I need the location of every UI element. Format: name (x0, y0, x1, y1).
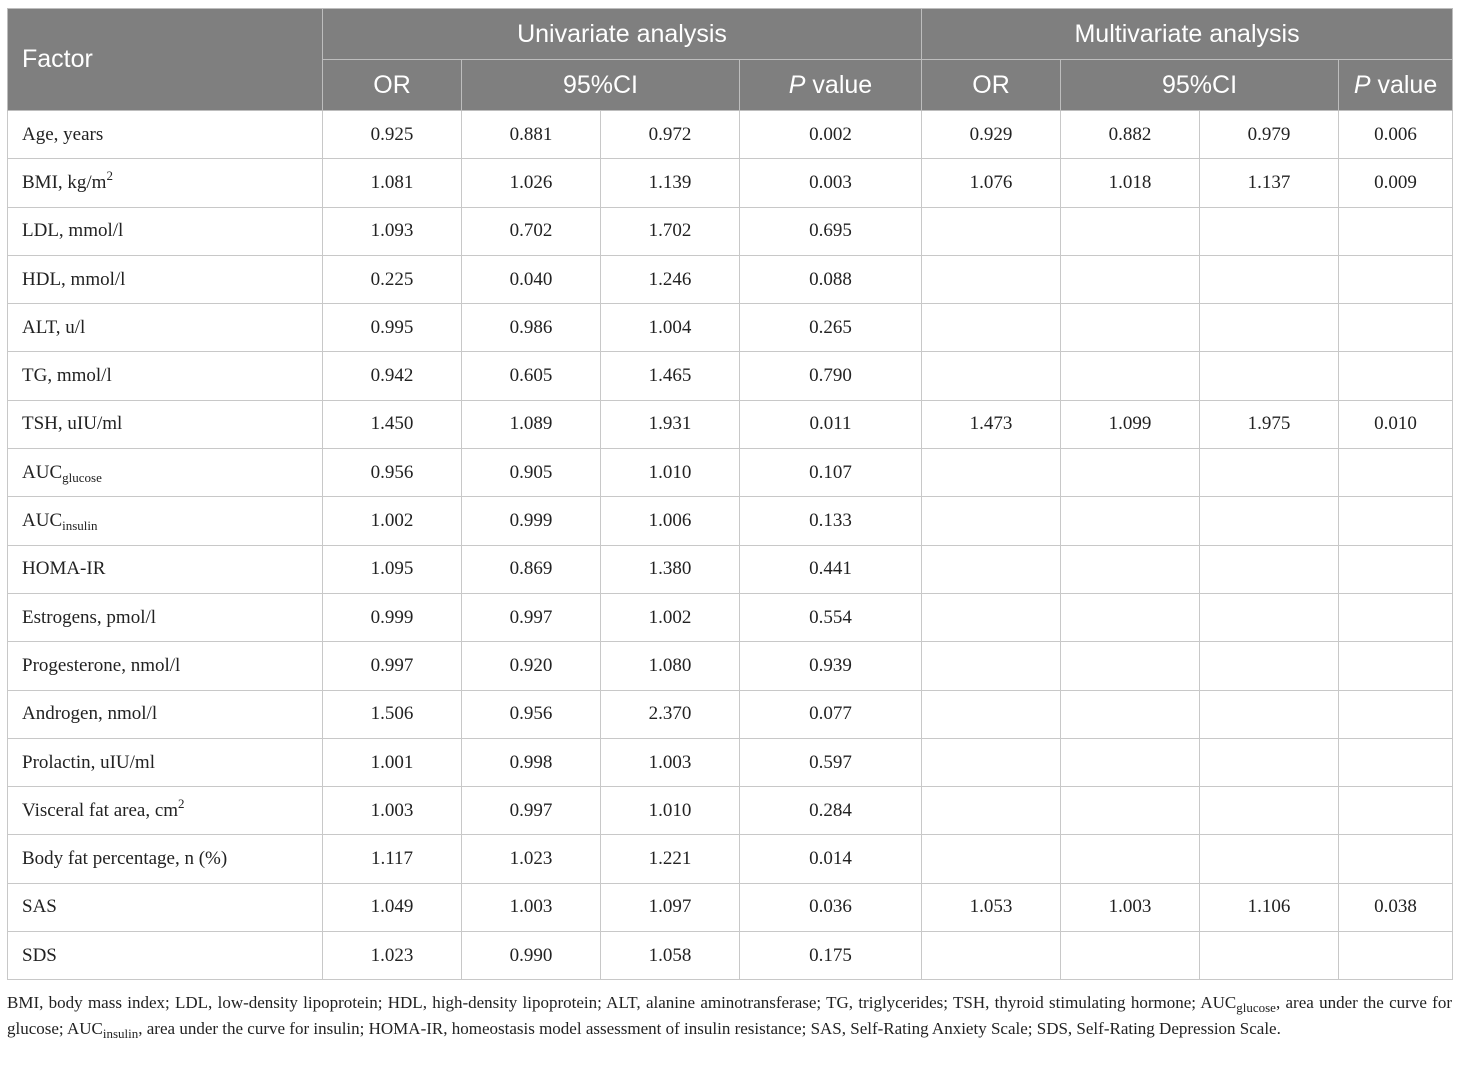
univariate-ci-upper-cell: 1.058 (601, 932, 740, 980)
univariate-p-value-cell: 0.265 (740, 304, 922, 352)
multivariate-ci-lower-cell (1061, 207, 1200, 255)
multivariate-or-cell (922, 932, 1061, 980)
table-body (8, 111, 1453, 980)
multivariate-ci-lower-cell (1061, 352, 1200, 400)
factor-cell: Prolactin, uIU/ml (8, 738, 323, 786)
factor-header: Factor (8, 9, 323, 111)
univariate-ci-upper-cell: 1.380 (601, 545, 740, 593)
univariate-ci-upper-cell: 1.702 (601, 207, 740, 255)
multivariate-ci-lower-cell: 1.018 (1061, 159, 1200, 207)
multivariate-p-value-cell: 0.009 (1339, 159, 1453, 207)
univariate-p-value-cell: 0.107 (740, 449, 922, 497)
univariate-ci-lower-cell: 0.920 (462, 642, 601, 690)
univariate-or-cell: 0.999 (323, 593, 462, 641)
multivariate-ci-header: 95%CI (1061, 60, 1339, 111)
multivariate-ci-lower-cell: 1.003 (1061, 883, 1200, 931)
univariate-or-cell: 0.956 (323, 449, 462, 497)
univariate-p-value-cell: 0.695 (740, 207, 922, 255)
multivariate-p-value-cell (1339, 255, 1453, 303)
multivariate-or-header: OR (922, 60, 1061, 111)
multivariate-ci-upper-cell (1200, 255, 1339, 303)
factor-cell: Estrogens, pmol/l (8, 593, 323, 641)
univariate-ci-upper-cell: 1.465 (601, 352, 740, 400)
multivariate-p-value-cell (1339, 497, 1453, 545)
table-row (8, 738, 1453, 786)
multivariate-ci-upper-cell (1200, 642, 1339, 690)
univariate-ci-upper-cell: 0.972 (601, 111, 740, 159)
univariate-p-value-cell: 0.939 (740, 642, 922, 690)
factor-cell: HOMA-IR (8, 545, 323, 593)
multivariate-p-value-cell (1339, 593, 1453, 641)
univariate-ci-lower-cell: 1.023 (462, 835, 601, 883)
multivariate-ci-lower-cell (1061, 787, 1200, 835)
univariate-ci-upper-cell: 1.931 (601, 400, 740, 448)
univariate-or-cell: 1.450 (323, 400, 462, 448)
multivariate-or-cell (922, 304, 1061, 352)
factor-cell: SAS (8, 883, 323, 931)
factor-cell: TG, mmol/l (8, 352, 323, 400)
multivariate-or-cell (922, 255, 1061, 303)
table-row (8, 400, 1453, 448)
univariate-or-cell: 1.095 (323, 545, 462, 593)
factor-cell: Age, years (8, 111, 323, 159)
multivariate-p-value-cell: 0.010 (1339, 400, 1453, 448)
factor-cell: Visceral fat area, $cm^2$ (8, 787, 323, 835)
multivariate-p-value-cell: 0.006 (1339, 111, 1453, 159)
factor-cell: Body fat percentage, n (%) (8, 835, 323, 883)
univariate-ci-upper-cell: 2.370 (601, 690, 740, 738)
univariate-ci-lower-cell: 0.869 (462, 545, 601, 593)
multivariate-p-header: P value (1339, 60, 1453, 111)
factor-cell: ALT, u/l (8, 304, 323, 352)
multivariate-p-value-cell (1339, 738, 1453, 786)
table-row (8, 883, 1453, 931)
multivariate-ci-upper-cell (1200, 304, 1339, 352)
multivariate-ci-upper-cell (1200, 738, 1339, 786)
univariate-or-cell: 1.002 (323, 497, 462, 545)
univariate-p-value-cell: 0.441 (740, 545, 922, 593)
univariate-p-value-cell: 0.554 (740, 593, 922, 641)
multivariate-ci-lower-cell (1061, 497, 1200, 545)
univariate-or-cell: 1.049 (323, 883, 462, 931)
factor-cell: BMI, $kg/m^2$ (8, 159, 323, 207)
multivariate-ci-lower-cell (1061, 255, 1200, 303)
univariate-ci-lower-cell: 0.956 (462, 690, 601, 738)
univariate-or-cell: 0.942 (323, 352, 462, 400)
univariate-p-value-cell: 0.014 (740, 835, 922, 883)
multivariate-ci-upper-cell (1200, 545, 1339, 593)
univariate-ci-lower-cell: 0.999 (462, 497, 601, 545)
table-row (8, 352, 1453, 400)
univariate-ci-upper-cell: 1.221 (601, 835, 740, 883)
univariate-or-cell: 0.997 (323, 642, 462, 690)
univariate-ci-upper-cell: 1.246 (601, 255, 740, 303)
table-row (8, 449, 1453, 497)
multivariate-or-cell (922, 497, 1061, 545)
header-row-1 (8, 9, 1453, 60)
univariate-ci-lower-cell: 0.986 (462, 304, 601, 352)
multivariate-or-cell: 1.076 (922, 159, 1061, 207)
multivariate-ci-upper-cell (1200, 690, 1339, 738)
multivariate-or-cell: 0.929 (922, 111, 1061, 159)
multivariate-header: Multivariate analysis (922, 9, 1453, 60)
univariate-p-value-cell: 0.133 (740, 497, 922, 545)
univariate-or-cell: 1.003 (323, 787, 462, 835)
univariate-ci-upper-cell: 1.080 (601, 642, 740, 690)
univariate-p-value-cell: 0.175 (740, 932, 922, 980)
multivariate-ci-upper-cell (1200, 497, 1339, 545)
univariate-ci-lower-cell: 1.089 (462, 400, 601, 448)
univariate-p-value-cell: 0.036 (740, 883, 922, 931)
multivariate-or-cell (922, 207, 1061, 255)
table-row (8, 642, 1453, 690)
multivariate-ci-lower-cell: 0.882 (1061, 111, 1200, 159)
univariate-p-value-cell: 0.790 (740, 352, 922, 400)
multivariate-p-value-cell (1339, 787, 1453, 835)
univariate-header: Univariate analysis (323, 9, 922, 60)
multivariate-p-value-cell: 0.038 (1339, 883, 1453, 931)
univariate-ci-upper-cell: 1.002 (601, 593, 740, 641)
multivariate-ci-lower-cell: 1.099 (1061, 400, 1200, 448)
table-row (8, 207, 1453, 255)
univariate-p-value-cell: 0.597 (740, 738, 922, 786)
factor-cell: SDS (8, 932, 323, 980)
table-row (8, 545, 1453, 593)
multivariate-ci-upper-cell (1200, 835, 1339, 883)
univariate-or-header: OR (323, 60, 462, 111)
table-row (8, 835, 1453, 883)
univariate-or-cell: 0.925 (323, 111, 462, 159)
multivariate-ci-lower-cell (1061, 545, 1200, 593)
univariate-or-cell: 1.081 (323, 159, 462, 207)
multivariate-p-value-cell (1339, 545, 1453, 593)
univariate-or-cell: 1.093 (323, 207, 462, 255)
multivariate-ci-upper-cell (1200, 932, 1339, 980)
table-row (8, 304, 1453, 352)
multivariate-ci-lower-cell (1061, 932, 1200, 980)
univariate-ci-lower-cell: 0.040 (462, 255, 601, 303)
multivariate-or-cell (922, 690, 1061, 738)
univariate-ci-header: 95%CI (462, 60, 740, 111)
table-row (8, 932, 1453, 980)
univariate-or-cell: 1.001 (323, 738, 462, 786)
multivariate-p-value-cell (1339, 207, 1453, 255)
factor-cell: Androgen, nmol/l (8, 690, 323, 738)
table-row (8, 787, 1453, 835)
multivariate-or-cell (922, 449, 1061, 497)
multivariate-ci-lower-cell (1061, 690, 1200, 738)
multivariate-ci-lower-cell (1061, 449, 1200, 497)
multivariate-or-cell (922, 642, 1061, 690)
factor-cell: $AUC_{glucose}$ (8, 449, 323, 497)
multivariate-or-cell (922, 545, 1061, 593)
univariate-ci-lower-cell: 0.881 (462, 111, 601, 159)
univariate-ci-lower-cell: 0.605 (462, 352, 601, 400)
multivariate-p-value-cell (1339, 304, 1453, 352)
multivariate-ci-upper-cell (1200, 449, 1339, 497)
univariate-or-cell: 1.506 (323, 690, 462, 738)
multivariate-ci-lower-cell (1061, 738, 1200, 786)
univariate-ci-lower-cell: 0.998 (462, 738, 601, 786)
regression-table (7, 8, 1453, 980)
univariate-ci-upper-cell: 1.010 (601, 449, 740, 497)
multivariate-ci-upper-cell: 0.979 (1200, 111, 1339, 159)
univariate-ci-lower-cell: 0.997 (462, 787, 601, 835)
univariate-ci-upper-cell: 1.006 (601, 497, 740, 545)
univariate-ci-lower-cell: 1.003 (462, 883, 601, 931)
univariate-p-value-cell: 0.002 (740, 111, 922, 159)
multivariate-ci-upper-cell (1200, 207, 1339, 255)
univariate-ci-upper-cell: 1.097 (601, 883, 740, 931)
multivariate-or-cell (922, 738, 1061, 786)
univariate-ci-lower-cell: 0.702 (462, 207, 601, 255)
factor-cell: Progesterone, nmol/l (8, 642, 323, 690)
univariate-ci-lower-cell: 1.026 (462, 159, 601, 207)
univariate-or-cell: 1.117 (323, 835, 462, 883)
univariate-ci-upper-cell: 1.004 (601, 304, 740, 352)
factor-cell: LDL, mmol/l (8, 207, 323, 255)
multivariate-ci-upper-cell: 1.137 (1200, 159, 1339, 207)
univariate-ci-lower-cell: 0.990 (462, 932, 601, 980)
factor-cell: HDL, mmol/l (8, 255, 323, 303)
multivariate-or-cell (922, 787, 1061, 835)
multivariate-ci-lower-cell (1061, 642, 1200, 690)
univariate-or-cell: 0.225 (323, 255, 462, 303)
univariate-p-header: P value (740, 60, 922, 111)
univariate-p-value-cell: 0.011 (740, 400, 922, 448)
univariate-ci-upper-cell: 1.139 (601, 159, 740, 207)
univariate-p-value-cell: 0.284 (740, 787, 922, 835)
univariate-ci-lower-cell: 0.905 (462, 449, 601, 497)
table-row (8, 690, 1453, 738)
univariate-p-value-cell: 0.003 (740, 159, 922, 207)
multivariate-ci-upper-cell (1200, 787, 1339, 835)
multivariate-ci-upper-cell (1200, 352, 1339, 400)
table-row (8, 159, 1453, 207)
multivariate-ci-lower-cell (1061, 593, 1200, 641)
table-row (8, 255, 1453, 303)
factor-cell: TSH, uIU/ml (8, 400, 323, 448)
multivariate-ci-lower-cell (1061, 835, 1200, 883)
univariate-p-value-cell: 0.077 (740, 690, 922, 738)
multivariate-or-cell: 1.473 (922, 400, 1061, 448)
multivariate-p-value-cell (1339, 449, 1453, 497)
multivariate-ci-upper-cell: 1.106 (1200, 883, 1339, 931)
multivariate-p-value-cell (1339, 642, 1453, 690)
table-row (8, 497, 1453, 545)
multivariate-ci-upper-cell: 1.975 (1200, 400, 1339, 448)
univariate-or-cell: 0.995 (323, 304, 462, 352)
univariate-ci-upper-cell: 1.003 (601, 738, 740, 786)
factor-cell: $AUC_{insulin}$ (8, 497, 323, 545)
results-table-container (7, 8, 1452, 980)
univariate-p-value-cell: 0.088 (740, 255, 922, 303)
multivariate-p-value-cell (1339, 835, 1453, 883)
multivariate-p-value-cell (1339, 932, 1453, 980)
univariate-or-cell: 1.023 (323, 932, 462, 980)
univariate-ci-lower-cell: 0.997 (462, 593, 601, 641)
multivariate-p-value-cell (1339, 352, 1453, 400)
multivariate-ci-upper-cell (1200, 593, 1339, 641)
multivariate-ci-lower-cell (1061, 304, 1200, 352)
multivariate-or-cell (922, 593, 1061, 641)
univariate-ci-upper-cell: 1.010 (601, 787, 740, 835)
table-row (8, 593, 1453, 641)
multivariate-or-cell: 1.053 (922, 883, 1061, 931)
table-footnote: BMI, body mass index; LDL, low-density lipoprotein; HDL, high-density lipoprotein; ALT, alanine aminotransferase; TG, triglycerides; TSH, thyroid stimulating hormone; $AUC_{glucose}$, area under the curve for glucose; $AUC_{insulin}$, area under the curve for insulin; HOMA-IR, homeostasis model assessment of insulin resistance; SAS, Self-Rating Anxiety Scale; SDS, Self-Rating Depression Scale. (7, 993, 1452, 1041)
multivariate-or-cell (922, 352, 1061, 400)
table-row (8, 111, 1453, 159)
multivariate-p-value-cell (1339, 690, 1453, 738)
multivariate-or-cell (922, 835, 1061, 883)
